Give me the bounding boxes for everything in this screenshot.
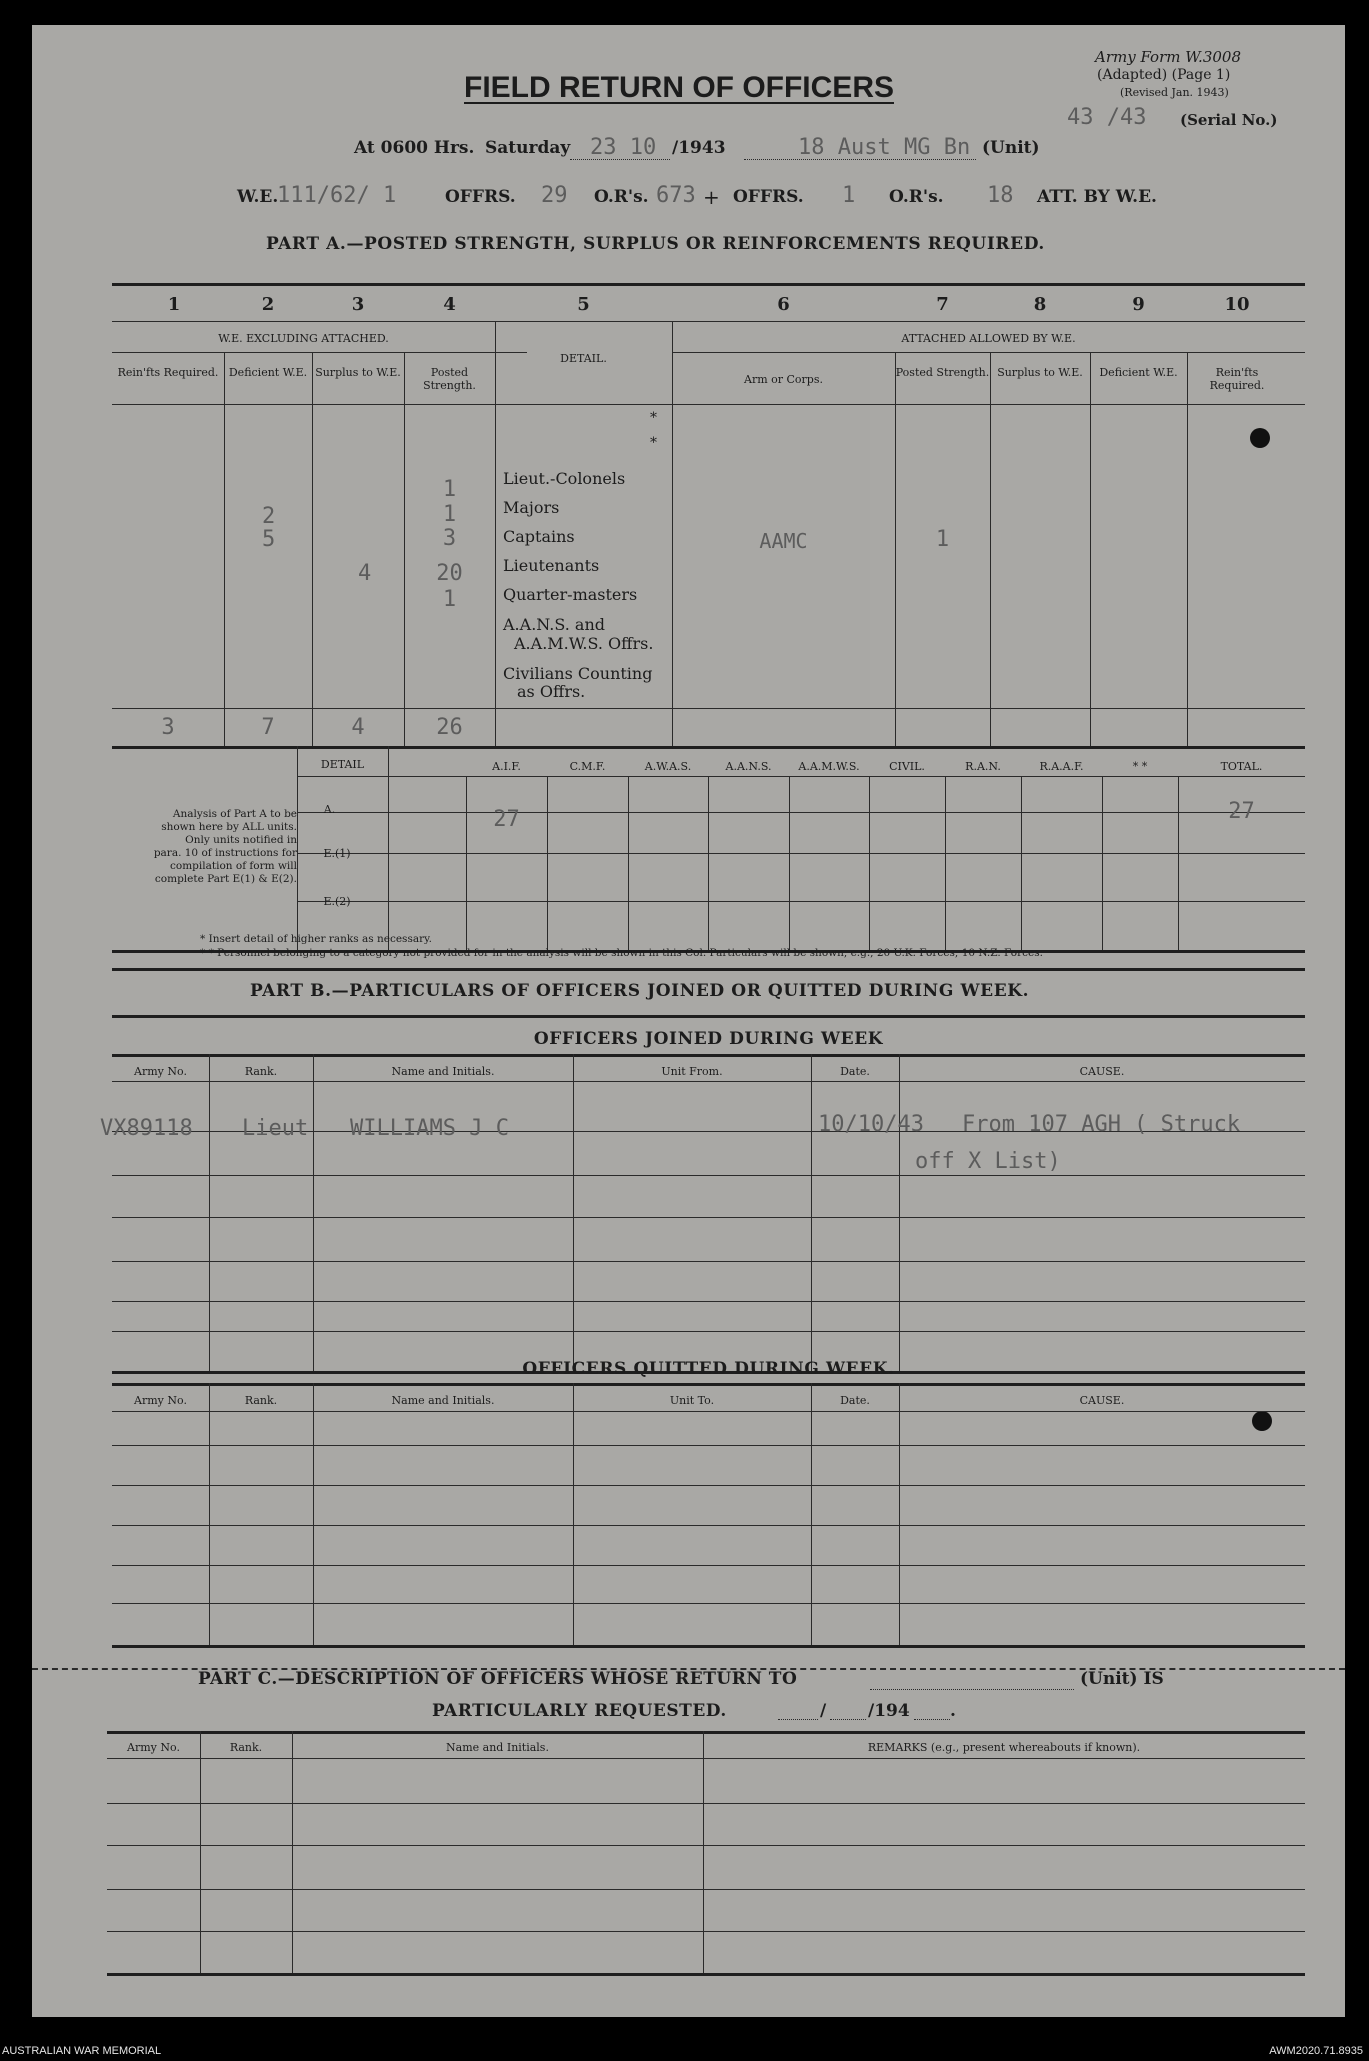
footer-left: AUSTRALIAN WAR MEMORIAL: [2, 2045, 162, 2057]
analysis-note-line: compilation of form will: [170, 860, 297, 872]
header-att-deficient: Deficient W.E.: [1099, 366, 1178, 379]
header-deficient: Deficient W.E.: [228, 366, 308, 379]
joined-header-rank: Rank.: [244, 1065, 278, 1078]
analysis-note-line: Only units notified in: [185, 834, 297, 846]
unit-value: 18 Aust MG Bn: [798, 135, 971, 160]
part-b-top-rule: [112, 968, 1305, 971]
vline: [224, 352, 225, 746]
part-c-bottom-rule: [107, 1973, 1305, 1976]
col-number: 7: [936, 294, 949, 315]
quitted-row-rule: [112, 1525, 1305, 1526]
rank-lieutenants: Lieutenants: [503, 556, 600, 575]
quitted-row-rule: [112, 1565, 1305, 1566]
vline: [1021, 776, 1022, 950]
deficient-captains: 5: [262, 527, 276, 552]
joined-title-rule: [112, 1054, 1305, 1057]
analysis-note-line: shown here by ALL units.: [161, 821, 297, 833]
quitted-header-name: Name and Initials.: [391, 1394, 495, 1407]
part-c-title: PART C.—DESCRIPTION OF OFFICERS WHOSE RETURN TO: [198, 1669, 798, 1689]
rank-aamws: A.A.M.W.S. Offrs.: [514, 634, 654, 653]
rank-aans: A.A.N.S. and: [503, 615, 605, 634]
rank-civilians-2: as Offrs.: [517, 682, 586, 701]
vline: [573, 1054, 574, 1371]
col-number: 4: [443, 294, 456, 315]
part-c-period: .: [950, 1701, 956, 1721]
ors2-label: O.R's.: [889, 187, 944, 207]
deficient-majors: 2: [262, 504, 276, 529]
part-c-unit-dotline: [870, 1689, 1074, 1690]
joined-header-rule: [112, 1081, 1305, 1082]
vline: [1102, 776, 1103, 950]
header-arm: Arm or Corps.: [744, 373, 823, 386]
ors-label: O.R's.: [594, 187, 649, 207]
offrs-label: OFFRS.: [445, 187, 516, 207]
form-id-line3: (Revised Jan. 1943): [1120, 86, 1229, 99]
offrs-value: 29: [541, 183, 568, 208]
vline: [811, 1383, 812, 1647]
quitted-row-rule: [112, 1445, 1305, 1446]
vline: [789, 776, 790, 950]
analysis-header-total: TOTAL.: [1220, 760, 1263, 773]
part-c-date-dotline: [778, 1719, 818, 1720]
header-posted: Posted Strength.: [423, 366, 476, 392]
quitted-title: OFFICERS QUITTED DURING WEEK.: [522, 1359, 895, 1379]
quitted-title-rule: [112, 1383, 1305, 1386]
vline: [292, 1731, 293, 1973]
form-id-line1: Army Form W.3008: [1095, 48, 1241, 66]
posted-lieutenants: 20: [436, 561, 463, 586]
part-c-row-rule: [107, 1845, 1305, 1846]
year-label: /1943: [672, 138, 726, 158]
part-c-slash: /: [820, 1701, 827, 1721]
analysis-header-aamws: A.A.M.W.S.: [798, 760, 860, 773]
footer-right: AWM2020.71.8935: [1269, 2045, 1363, 2057]
vline: [466, 776, 467, 950]
col-number: 10: [1224, 294, 1250, 315]
analysis-row-a: A.: [323, 803, 336, 816]
total-posted: 26: [436, 715, 463, 740]
analysis-row-rule: [297, 901, 1305, 902]
joined-header-cause: CAUSE.: [1079, 1065, 1125, 1078]
punch-hole: [1250, 428, 1270, 448]
vline: [313, 1383, 314, 1647]
quitted-header-date: Date.: [840, 1394, 870, 1407]
col-number: 6: [777, 294, 790, 315]
joined-row-rule: [112, 1217, 1305, 1218]
vline: [573, 1383, 574, 1647]
vline: [312, 352, 313, 746]
footnote-2: * * Personnel belonging to a category not provided for in the analysis will be shown in this Col. Particulars will be shown, e.g., 20 U.K. Forces; 10 N.Z. Forces.: [200, 947, 1043, 959]
star-marker: *: [650, 435, 657, 451]
vline: [1187, 352, 1188, 746]
date-value: 23 10: [590, 135, 657, 160]
joined-row-rule: [112, 1175, 1305, 1176]
vline: [209, 1383, 210, 1647]
analysis-row-e2: E.(2): [323, 895, 351, 908]
serial-label: (Serial No.): [1180, 111, 1278, 129]
part-c-header-army-no: Army No.: [127, 1741, 180, 1754]
att-posted-value: 1: [935, 527, 950, 552]
form-id-line2: (Adapted) (Page 1): [1097, 67, 1231, 83]
quitted-row-rule: [112, 1603, 1305, 1604]
form-paper: [32, 25, 1345, 2017]
quitted-header-army-no: Army No.: [134, 1394, 187, 1407]
part-a-header-rule: [112, 404, 1305, 405]
part-b-title: PART B.—PARTICULARS OF OFFICERS JOINED OR QUITTED DURING WEEK.: [250, 981, 1030, 1001]
part-c-unit-label: (Unit) IS: [1080, 1669, 1164, 1689]
part-a-totals-rule: [112, 746, 1305, 749]
att-label: ATT. BY W.E.: [1037, 187, 1157, 207]
posted-lieut-colonels: 1: [442, 477, 457, 502]
left-group-rule: [112, 352, 527, 353]
part-c-header-name: Name and Initials.: [446, 1741, 549, 1754]
joined-date: 10/10/43: [818, 1112, 924, 1137]
right-group-rule: [672, 352, 1305, 353]
vline: [200, 1731, 201, 1973]
analysis-header-aans: A.A.N.S.: [725, 760, 772, 773]
analysis-header-detail: DETAIL: [320, 758, 365, 771]
analysis-header-awas: A.W.A.S.: [644, 760, 692, 773]
analysis-header-civil: CIVIL.: [889, 760, 925, 773]
part-c-top-rule: [107, 1731, 1305, 1734]
analysis-note-line: Analysis of Part A to be: [172, 808, 297, 820]
joined-title: OFFICERS JOINED DURING WEEK: [533, 1029, 884, 1049]
posted-majors: 1: [442, 502, 457, 527]
joined-row-rule: [112, 1301, 1305, 1302]
analysis-header-rule: [297, 776, 1305, 777]
part-c-year: /194: [868, 1701, 910, 1721]
col-number: 3: [351, 294, 365, 315]
analysis-header-cmf: C.M.F.: [569, 760, 606, 773]
arm-value: AAMC: [759, 529, 808, 553]
analysis-header-other: * *: [1132, 760, 1148, 773]
part-c-date-dotline: [830, 1719, 866, 1720]
part-c-requested: PARTICULARLY REQUESTED.: [432, 1701, 727, 1721]
quitted-header-cause: CAUSE.: [1079, 1394, 1125, 1407]
quitted-row-rule: [112, 1485, 1305, 1486]
footnote-1: * Insert detail of higher ranks as necessary.: [200, 933, 432, 945]
rank-lieut-colonels: Lieut.-Colonels: [503, 469, 626, 488]
col-number: 9: [1132, 294, 1145, 315]
group-right-header: ATTACHED ALLOWED BY W.E.: [901, 332, 1076, 345]
part-c-header-rule: [107, 1758, 1305, 1759]
joined-army-no: VX89118: [100, 1116, 193, 1141]
part-c-row-rule: [107, 1803, 1305, 1804]
rank-quartermasters: Quarter-masters: [503, 585, 638, 604]
detail-header: DETAIL.: [560, 352, 607, 365]
plus-sign: +: [703, 185, 720, 209]
offrs2-label: OFFRS.: [733, 187, 804, 207]
part-b-title-rule: [112, 1015, 1305, 1018]
joined-header-unit-from: Unit From.: [661, 1065, 723, 1078]
punch-hole: [1252, 1411, 1272, 1431]
joined-header-army-no: Army No.: [134, 1065, 187, 1078]
we-label: W.E.: [237, 187, 279, 207]
joined-header-name: Name and Initials.: [391, 1065, 495, 1078]
joined-row-rule: [112, 1261, 1305, 1262]
joined-cause-line2: off X List): [915, 1149, 1061, 1174]
col-number: 2: [261, 294, 275, 315]
vline: [869, 776, 870, 950]
posted-captains: 3: [442, 526, 457, 551]
col-number: 1: [167, 294, 181, 315]
part-c-header-rank: Rank.: [229, 1741, 263, 1754]
surplus-lieutenants: 4: [358, 561, 372, 586]
at-label: At 0600 Hrs.: [354, 138, 475, 158]
vline: [628, 776, 629, 950]
posted-quartermasters: 1: [442, 587, 457, 612]
total-reinfts: 3: [161, 715, 175, 740]
analysis-note-line: complete Part E(1) & E(2).: [154, 873, 297, 885]
analysis-row-rule: [297, 812, 1305, 813]
day-label: Saturday: [485, 138, 571, 158]
rank-majors: Majors: [503, 498, 560, 517]
vline: [495, 321, 496, 746]
vline: [899, 1054, 900, 1371]
header-att-surplus: Surplus to W.E.: [997, 366, 1083, 379]
vline: [703, 1731, 704, 1973]
we-value: 111/62/ 1: [277, 183, 397, 208]
joined-rank: Lieut: [242, 1116, 309, 1141]
part-a-top-rule: [112, 283, 1305, 286]
part-a-title: PART A.—POSTED STRENGTH, SURPLUS OR REINFORCEMENTS REQUIRED.: [266, 234, 1045, 254]
rank-captains: Captains: [503, 527, 575, 546]
vline: [811, 1054, 812, 1371]
header-surplus: Surplus to W.E.: [315, 366, 401, 379]
header-att-posted: Posted Strength.: [895, 366, 990, 379]
vline: [313, 1054, 314, 1371]
vline: [708, 776, 709, 950]
quitted-header-rule: [112, 1411, 1305, 1412]
analysis-header-raaf: R.A.A.F.: [1039, 760, 1084, 773]
vline: [990, 352, 991, 746]
ors-value: 673: [656, 183, 696, 208]
group-left-header: W.E. EXCLUDING ATTACHED.: [218, 332, 389, 345]
total-deficient: 7: [261, 715, 275, 740]
ors2-value: 18: [987, 183, 1014, 208]
analysis-note: [112, 808, 297, 886]
joined-header-date: Date.: [840, 1065, 870, 1078]
quitted-bottom-rule: [112, 1645, 1305, 1648]
offrs2-value: 1: [842, 183, 856, 208]
header-att-reinfts: Rein'fts Required.: [1209, 366, 1265, 392]
analysis-header-ran: R.A.N.: [965, 760, 1001, 773]
star-marker: *: [650, 410, 657, 426]
analysis-row-rule: [297, 853, 1305, 854]
analysis-note-line: para. 10 of instructions for: [153, 847, 297, 859]
part-c-row-rule: [107, 1889, 1305, 1890]
analysis-row-e1: E.(1): [323, 847, 351, 860]
vline: [1090, 352, 1091, 746]
vline: [547, 776, 548, 950]
rank-civilians: Civilians Counting: [503, 664, 653, 683]
header-reinfts: Rein'fts Required.: [117, 366, 219, 379]
unit-label: (Unit): [982, 138, 1040, 158]
joined-row-rule: [112, 1331, 1305, 1332]
col-number: 8: [1033, 294, 1047, 315]
analysis-aif-a: 27: [493, 807, 520, 832]
vline: [899, 1383, 900, 1647]
vline: [209, 1054, 210, 1371]
vline: [945, 776, 946, 950]
quitted-header-unit-to: Unit To.: [669, 1394, 715, 1407]
quitted-header-rank: Rank.: [244, 1394, 278, 1407]
analysis-header-aif: A.I.F.: [492, 760, 521, 773]
form-title: FIELD RETURN OF OFFICERS: [464, 71, 894, 104]
col-number: 5: [577, 294, 590, 315]
part-c-row-rule: [107, 1931, 1305, 1932]
analysis-total-a: 27: [1228, 799, 1255, 824]
part-c-year-dotline: [914, 1719, 950, 1720]
total-surplus: 4: [351, 715, 365, 740]
joined-name: WILLIAMS J C: [350, 1116, 509, 1141]
joined-cause-line1: From 107 AGH ( Struck: [962, 1112, 1241, 1137]
serial-value: 43 /43: [1067, 105, 1147, 130]
part-a-num-rule: [112, 321, 1305, 322]
part-c-header-remarks: REMARKS (e.g., present whereabouts if known).: [867, 1741, 1141, 1754]
part-a-body-rule: [112, 708, 1305, 709]
